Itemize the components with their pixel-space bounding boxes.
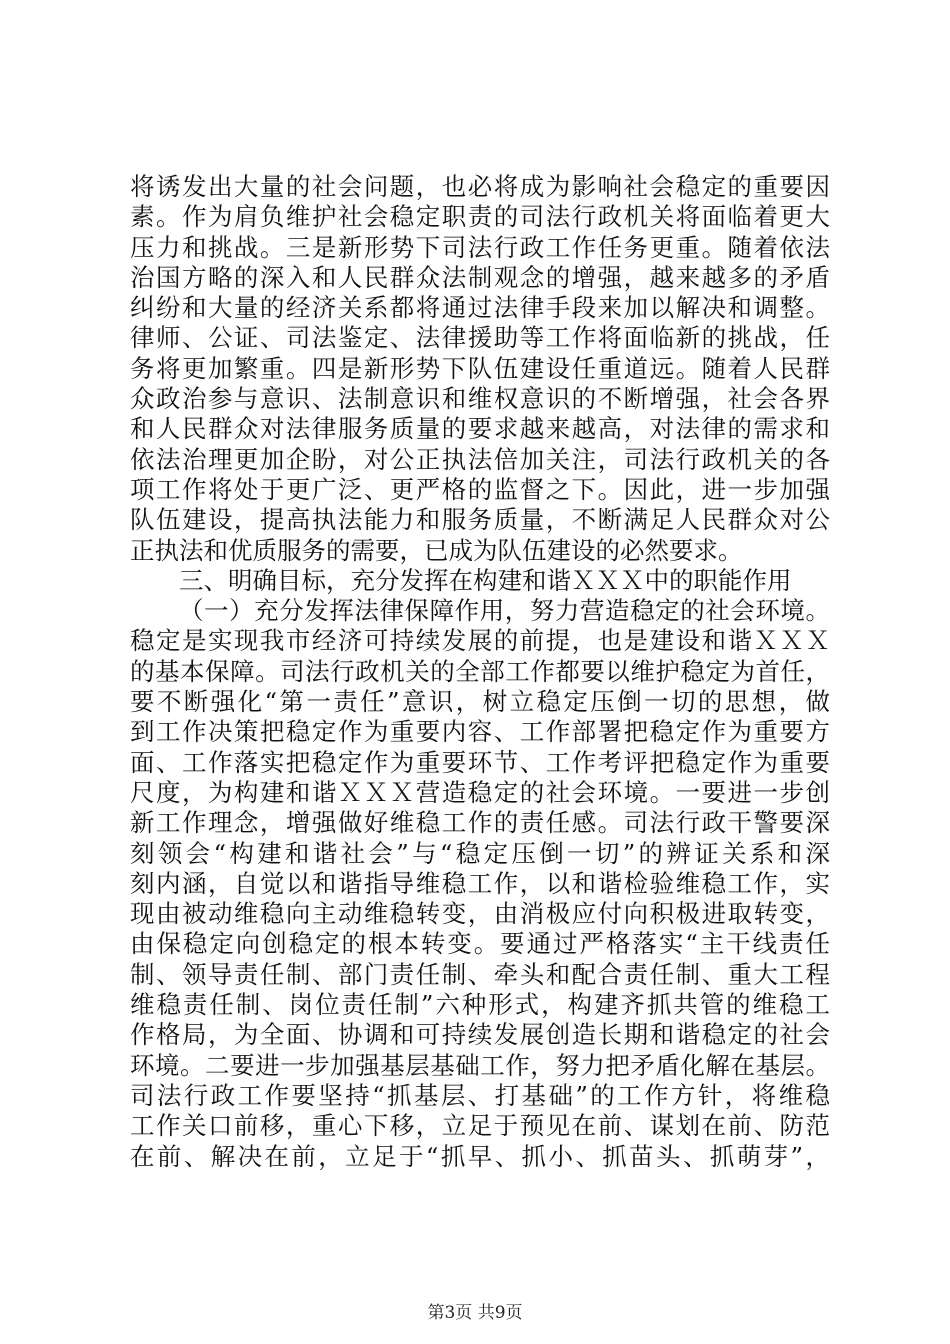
text-line: 环境。二要进一步加强基层基础工作，努力把矛盾化解在基层。	[130, 1050, 830, 1080]
text-line: 现由被动维稳向主动维稳转变，由消极应付向积极进取转变，	[130, 899, 830, 929]
text-line: 务将更加繁重。四是新形势下队伍建设任重道远。随着人民群	[130, 353, 830, 383]
text-line: 制、领导责任制、部门责任制、牵头和配合责任制、重大工程	[130, 959, 830, 989]
text-line: 作格局，为全面、协调和可持续发展创造长期和谐稳定的社会	[130, 1020, 830, 1050]
text-line: 到工作决策把稳定作为重要内容、工作部署把稳定作为重要方	[130, 717, 830, 747]
subsection-heading: （一）充分发挥法律保障作用，努力营造稳定的社会环境。	[179, 596, 830, 626]
text-line: 队伍建设，提高执法能力和服务质量，不断满足人民群众对公	[130, 505, 830, 535]
text-line: 司法行政工作要坚持“抓基层、打基础”的工作方针，将维稳	[130, 1080, 830, 1110]
page-number-footer: 第3页 共9页	[427, 1303, 523, 1323]
section-heading: 三、明确目标，充分发挥在构建和谐ＸＸＸ中的职能作用	[179, 565, 792, 595]
text-line: 的基本保障。司法行政机关的全部工作都要以维护稳定为首任，	[130, 656, 830, 686]
text-line: 尺度，为构建和谐ＸＸＸ营造稳定的社会环境。一要进一步创	[130, 777, 830, 807]
text-line: 纠纷和大量的经济关系都将通过法律手段来加以解决和调整。	[130, 293, 830, 323]
text-line: 在前、解决在前，立足于“抓早、抓小、抓苗头、抓萌芽”，	[130, 1141, 830, 1171]
text-line: 工作关口前移，重心下移，立足于预见在前、谋划在前、防范	[130, 1111, 830, 1141]
text-line: 要不断强化“第一责任”意识，树立稳定压倒一切的思想，做	[130, 687, 830, 717]
text-line: 维稳责任制、岗位责任制”六种形式，构建齐抓共管的维稳工	[130, 990, 830, 1020]
text-line: 众政治参与意识、法制意识和维权意识的不断增强，社会各界	[130, 384, 830, 414]
text-line: 项工作将处于更广泛、更严格的监督之下。因此，进一步加强	[130, 474, 830, 504]
text-line: 素。作为肩负维护社会稳定职责的司法行政机关将面临着更大	[130, 202, 830, 232]
text-line: 刻内涵，自觉以和谐指导维稳工作，以和谐检验维稳工作，实	[130, 868, 830, 898]
text-line: 刻领会“构建和谐社会”与“稳定压倒一切”的辨证关系和深	[130, 838, 830, 868]
text-line: 和人民群众对法律服务质量的要求越来越高，对法律的需求和	[130, 414, 830, 444]
body-text	[130, 172, 830, 1172]
text-line: 面、工作落实把稳定作为重要环节、工作考评把稳定作为重要	[130, 747, 830, 777]
text-line: 新工作理念，增强做好维稳工作的责任感。司法行政干警要深	[130, 808, 830, 838]
text-line: 压力和挑战。三是新形势下司法行政工作任务更重。随着依法	[130, 232, 830, 262]
text-line: 将诱发出大量的社会问题，也必将成为影响社会稳定的重要因	[130, 172, 830, 201]
text-line: 依法治理更加企盼，对公正执法倍加关注，司法行政机关的各	[130, 444, 830, 474]
text-line: 稳定是实现我市经济可持续发展的前提，也是建设和谐ＸＸＸ	[130, 626, 830, 656]
text-line: 由保稳定向创稳定的根本转变。要通过严格落实“主干线责任	[130, 929, 830, 959]
text-line: 治国方略的深入和人民群众法制观念的增强，越来越多的矛盾	[130, 262, 830, 292]
text-line: 正执法和优质服务的需要，已成为队伍建设的必然要求。	[130, 535, 743, 565]
text-line: 律师、公证、司法鉴定、法律援助等工作将面临新的挑战，任	[130, 323, 830, 353]
